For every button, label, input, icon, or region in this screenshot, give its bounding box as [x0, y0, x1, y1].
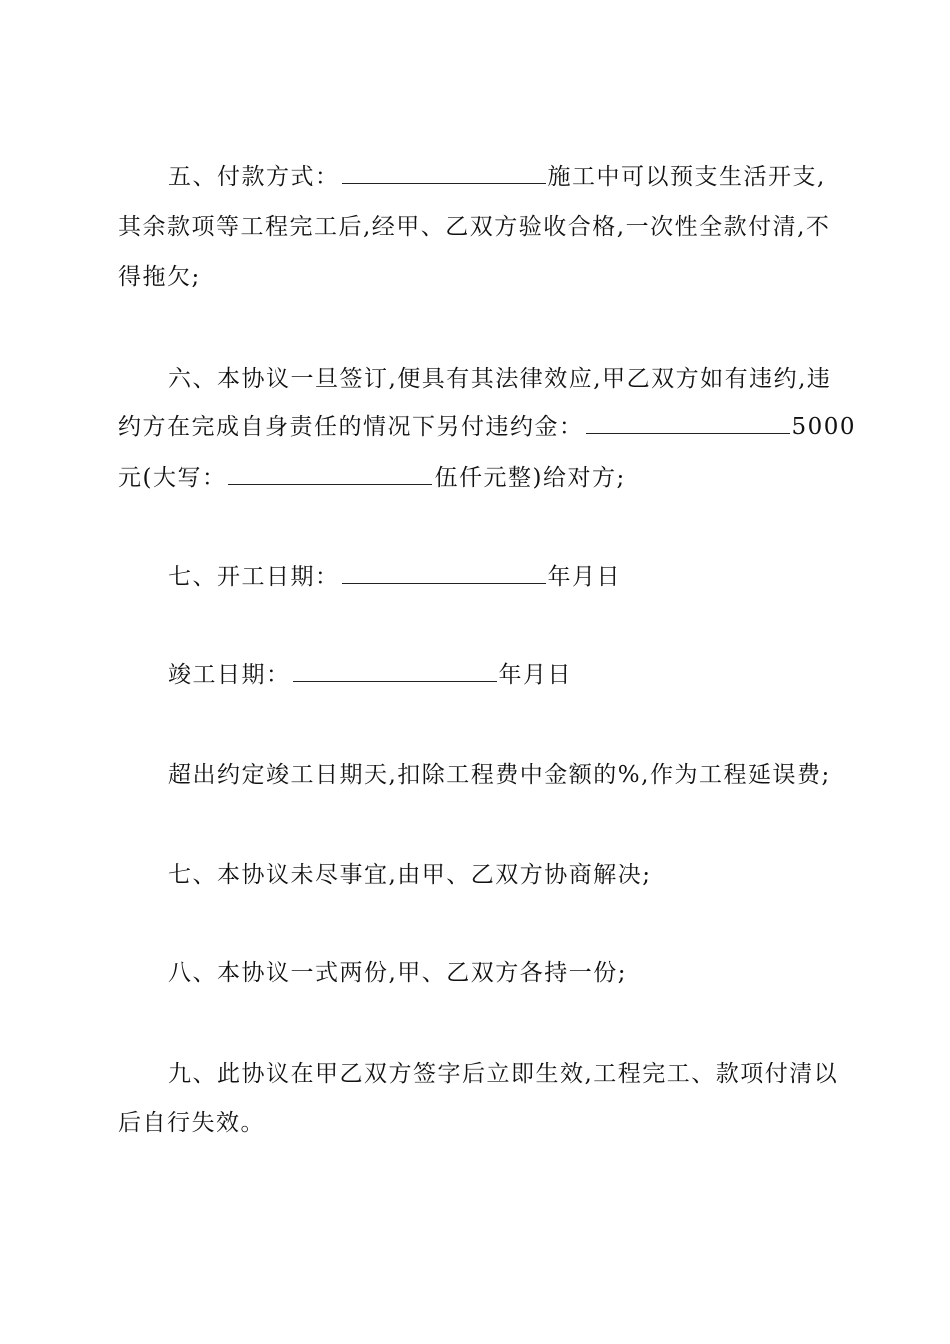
- clause9-line1: 九、此协议在甲乙双方签字后立即生效,工程完工、款项付清以: [168, 1061, 839, 1087]
- end-date-blank: [293, 661, 497, 682]
- uppercase-label: 元(大写：: [118, 465, 227, 491]
- uppercase-blank: [228, 464, 432, 485]
- start-date-label: 七、开工日期：: [168, 564, 340, 590]
- end-date-line: [168, 660, 572, 690]
- clause6-line3: [118, 463, 626, 493]
- clause5-line3: 得拖欠;: [118, 264, 201, 290]
- start-date-suffix: 年月日: [547, 564, 621, 590]
- uppercase-amount: 伍仟元整)给对方;: [434, 465, 626, 491]
- clause7b: 七、本协议未尽事宜,由甲、乙双方协商解决;: [168, 862, 652, 888]
- start-date-blank: [342, 563, 546, 584]
- clause6-line1: 六、本协议一旦签订,便具有其法律效应,甲乙双方如有违约,违: [168, 366, 832, 392]
- clause9-line2: 后自行失效。: [118, 1110, 265, 1136]
- penalty-blank: [586, 413, 790, 434]
- clause6-penalty-label: 约方在完成自身责任的情况下另付违约金：: [118, 414, 584, 440]
- start-date-line: [168, 562, 621, 592]
- delay-clause: 超出约定竣工日期天,扣除工程费中金额的%,作为工程延误费;: [168, 762, 831, 788]
- clause5-label: 五、付款方式：: [168, 164, 340, 190]
- clause5-text: 施工中可以预支生活开支,: [547, 164, 826, 190]
- clause5-line2: 其余款项等工程完工后,经甲、乙双方验收合格,一次性全款付清,不: [118, 214, 831, 240]
- clause5-line1: [168, 162, 826, 192]
- clause6-line2: [118, 412, 856, 442]
- penalty-amount: 5000: [791, 414, 857, 440]
- end-date-label: 竣工日期：: [168, 662, 291, 688]
- end-date-suffix: 年月日: [498, 662, 572, 688]
- payment-blank: [342, 163, 546, 184]
- clause8: 八、本协议一式两份,甲、乙双方各持一份;: [168, 960, 628, 986]
